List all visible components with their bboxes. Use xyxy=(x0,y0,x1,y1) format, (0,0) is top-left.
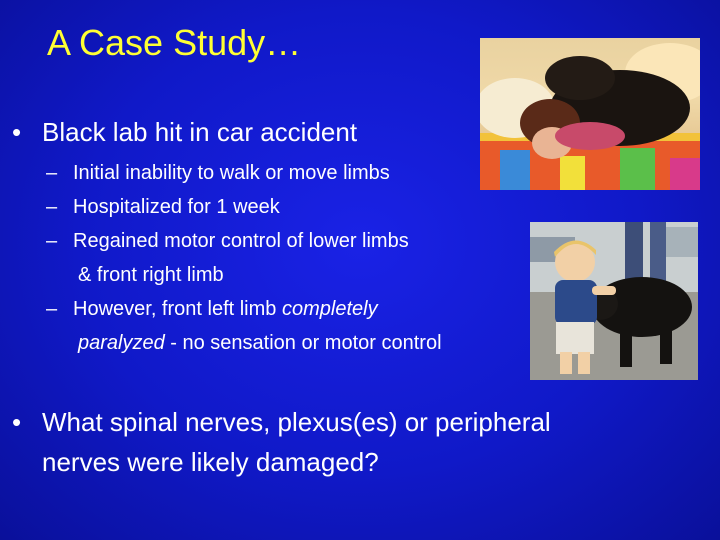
sub-bullet-3-continuation: & front right limb xyxy=(78,264,224,286)
slide-title: A Case Study… xyxy=(47,22,302,63)
sub-bullet-1-text: Initial inability to walk or move limbs xyxy=(73,162,390,184)
emphasis-paralyzed: paralyzed xyxy=(78,332,165,354)
bullet-2 xyxy=(12,402,551,482)
sub-bullet-list xyxy=(46,156,526,360)
bullet-2-line-2: nerves were likely damaged? xyxy=(42,447,379,477)
sub-bullet-2 xyxy=(46,190,526,224)
dash-glyph: – xyxy=(46,298,58,320)
sub-bullet-4 xyxy=(46,292,526,360)
sub-bullet-4-text: However, front left limb xyxy=(73,298,282,320)
bullet-glyph: • xyxy=(12,117,22,147)
sub-bullet-3-text: Regained motor control of lower limbs xyxy=(73,230,409,252)
bullet-glyph: • xyxy=(12,407,22,437)
sub-bullet-1 xyxy=(46,156,526,190)
bullet-1 xyxy=(12,114,357,150)
bullet-1-text: Black lab hit in car accident xyxy=(42,117,358,147)
sub-bullet-3 xyxy=(46,224,526,292)
photo-child-sleeping-on-dog xyxy=(480,38,700,190)
dash-glyph: – xyxy=(46,196,58,218)
emphasis-completely: completely xyxy=(281,298,378,320)
sub-bullet-2-text: Hospitalized for 1 week xyxy=(73,196,280,218)
photo-child-petting-dog xyxy=(530,222,698,380)
dash-glyph: – xyxy=(46,230,58,252)
dash-glyph: – xyxy=(46,162,58,184)
bullet-2-line-1: What spinal nerves, plexus(es) or peripheral xyxy=(42,407,551,437)
sub-bullet-4-continuation: - no sensation or motor control xyxy=(164,332,442,354)
